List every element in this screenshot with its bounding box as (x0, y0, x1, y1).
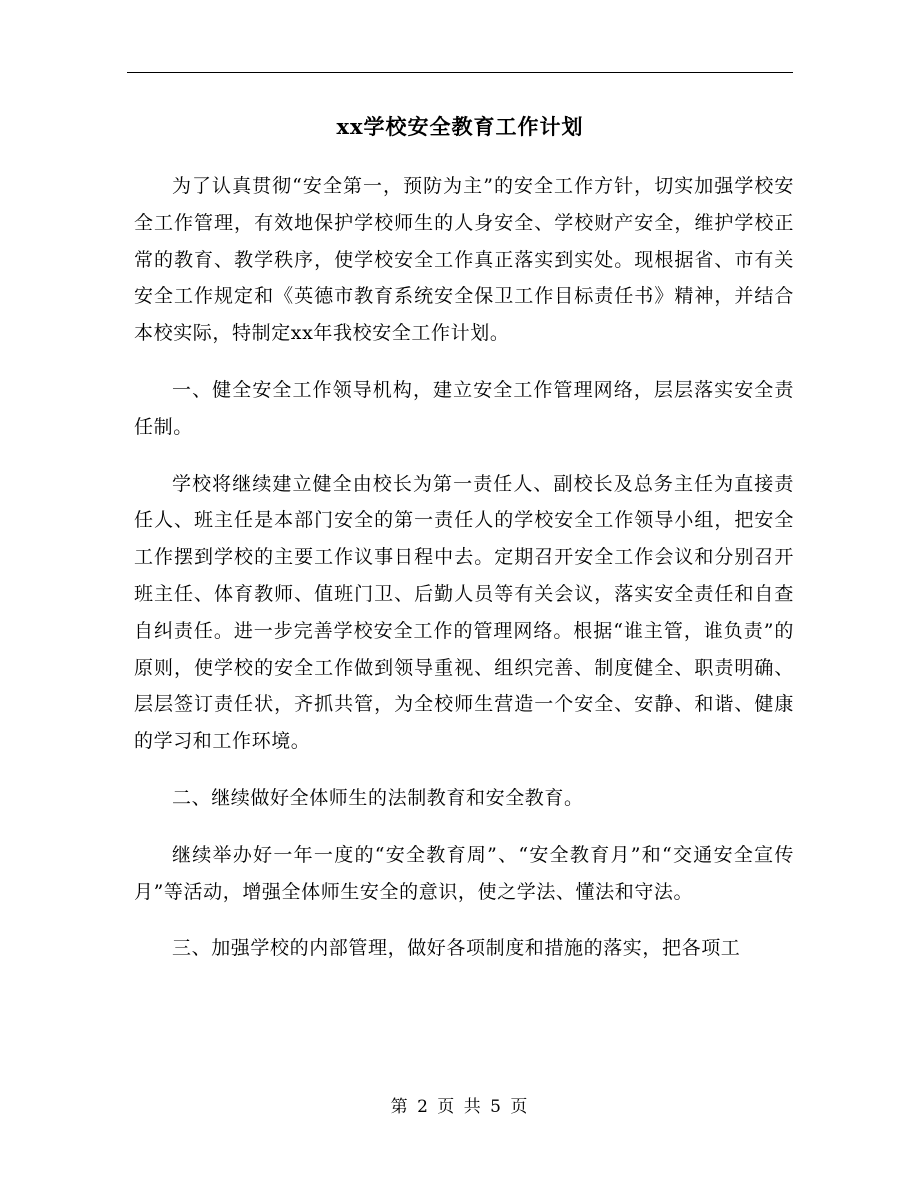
paragraph-section-3-heading: 三、加强学校的内部管理，做好各项制度和措施的落实，把各项工 (172, 937, 741, 960)
document-title: xx学校安全教育工作计划 (336, 114, 584, 139)
paragraph-section-2-heading: 二、继续做好全体师生的法制教育和安全教育。 (172, 786, 584, 809)
header-rule (127, 72, 793, 73)
paragraph-intro: 为了认真贯彻“安全第一，预防为主”的安全工作方针，切实加强学校安全工作管理，有效地保护学校师生的人身安全、学校财产安全，维护学校正常的教育、教学秩序，使学校安全工作真正落实到实处。现根据省、市有关安全工作规定和《英德市教育系统安全保卫工作目标责任书》精神，并结合本校实际，特制定xx年我校安全工作计划。 (134, 175, 794, 345)
paragraph-section-1-body: 学校将继续建立健全由校长为第一责任人、副校长及总务主任为直接责任人、班主任是本部门安全的第一责任人的学校安全工作领导小组，把安全工作摆到学校的主要工作议事日程中去。定期召开安全工作会议和分别召开班主任、体育教师、值班门卫、后勤人员等有关会议，落实安全责任和自查自纠责任。进一步完善学校安全工作的管理网络。根据“谁主管，谁负责”的原则，使学校的安全工作做到领导重视、组织完善、制度健全、职责明确、层层签订责任状，齐抓共管，为全校师生营造一个安全、安静、和谐、健康的学习和工作环境。 (134, 472, 794, 753)
document-body (134, 168, 794, 967)
paragraph-section-2-body: 继续举办好一年一度的“安全教育周”、“安全教育月”和“交通安全宣传月”等活动，增强全体师生安全的意识，使之学法、懂法和守法。 (134, 843, 794, 903)
page-number-footer: 第 2 页 共 5 页 (390, 1097, 530, 1117)
paragraph-section-1-heading: 一、健全安全工作领导机构，建立安全工作管理网络，层层落实安全责任制。 (134, 378, 794, 438)
